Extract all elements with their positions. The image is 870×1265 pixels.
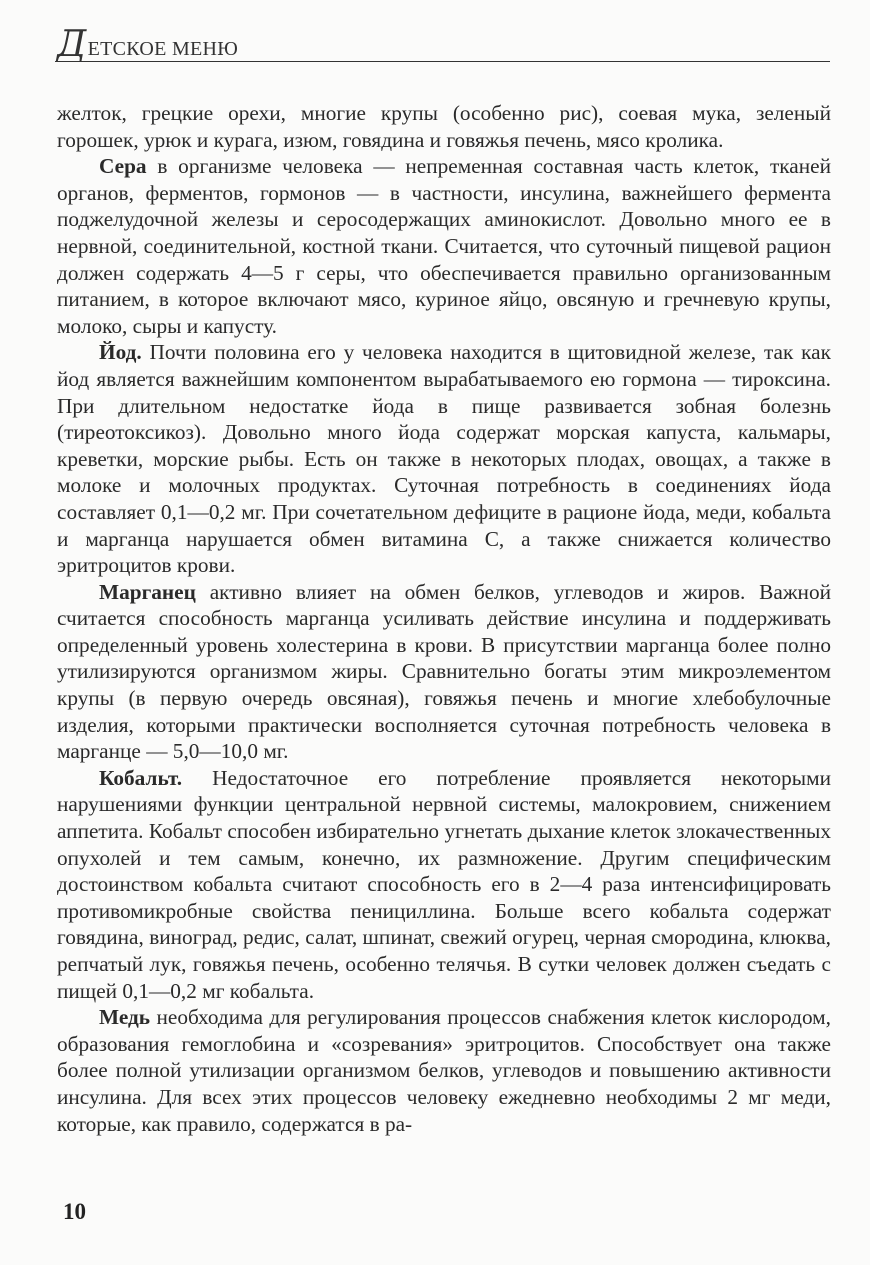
paragraph-text: в организме человека — непременная составная часть клеток, тканей органов, ферментов, гормонов — в частности, инсулина, важнейшего фермента поджелудочной железы и серосодержащих аминокислот. Довольно много ее в нервной, соединительной, костной ткани. Считается, что суточный пищевой рацион должен содержать 4—5 г серы, что обеспечивается правильно организованным питанием, в которое включают мясо, куриное яйцо, овсяную и гречневую крупы, молоко, сыры и капусту. bbox=[57, 154, 831, 338]
header-title-rest: ЕТСКОЕ МЕНЮ bbox=[87, 38, 239, 60]
paragraph-iodine bbox=[57, 339, 831, 578]
body-text bbox=[57, 100, 831, 1137]
paragraph-text: активно влияет на обмен белков, углеводов и жиров. Важной считается способность марганца усиливать действие инсулина и поддерживать определенный уровень холестерина в крови. В присутствии марганца более полно утилизируются организмом жиры. Сравнительно богаты этим микроэлементом крупы (в первую очередь овсяная), говяжья печень и многие хлебобулочные изделия, которыми практически восполняется суточная потребность человека в марганце — 5,0—10,0 мг. bbox=[57, 579, 831, 764]
paragraph-cobalt bbox=[57, 765, 831, 1004]
paragraph-continuation bbox=[57, 100, 831, 153]
paragraph-copper bbox=[57, 1004, 831, 1137]
paragraph-manganese bbox=[57, 579, 831, 765]
paragraph-lead: Кобальт. bbox=[99, 765, 183, 790]
paragraph-text: Недостаточное его потребление проявляется некоторыми нарушениями функции центральной нервной системы, малокровием, снижением аппетита. Кобальт способен избирательно угнетать дыхание клеток злокачественных опухолей и тем самым, конечно, их размножение. Другим специфическим достоинством кобальта считают способность его в 2—4 раза интенсифицировать противомикробные свойства пенициллина. Больше всего кобальта содержат говядина, виноград, редис, салат, шпинат, свежий огурец, черная смородина, клюква, репчатый лук, говяжья печень, особенно телячья. В сутки человек должен съедать с пищей 0,1—0,2 мг кобальта. bbox=[57, 765, 831, 1003]
paragraph-lead: Йод. bbox=[99, 340, 142, 365]
paragraph-lead: Сера bbox=[99, 154, 147, 179]
paragraph-text: Почти половина его у человека находится в щитовидной железе, так как йод является важнейшим компонентом вырабатываемого ею гормона — тироксина. При длительном недостатке йода в пище развивается зобная болезнь (тиреотоксикоз). Довольно много йода содержат морская капуста, кальмары, креветки, морские рыбы. Есть он также в некоторых плодах, овощах, а также в молоке и молочных продуктах. Суточная потребность в соединениях йода составляет 0,1—0,2 мг. При сочетательном дефиците в рационе йода, меди, кобальта и марганца нарушается обмен витамина С, а также снижается количество эритроцитов крови. bbox=[57, 340, 831, 578]
running-header-title bbox=[57, 24, 239, 65]
paragraph-text: желток, грецкие орехи, многие крупы (особенно рис), соевая мука, зеленый горошек, урюк и курага, изюм, говядина и говяжья печень, мясо кролика. bbox=[57, 101, 831, 152]
page-number: 10 bbox=[63, 1199, 86, 1224]
header-rule bbox=[55, 61, 830, 62]
paragraph-lead: Марганец bbox=[99, 579, 196, 604]
paragraph-sulfur bbox=[57, 153, 831, 339]
running-header bbox=[55, 24, 830, 65]
paragraph-text: необходима для регулирования процессов снабжения клеток кислородом, образования гемоглобина и «созревания» эритроцитов. Способствует она также более полной утилизации организмом белков, углеводов и повышению активности инсулина. Для всех этих процессов человеку ежедневно необходимы 2 мг меди, которые, как правило, содержатся в ра- bbox=[57, 1005, 831, 1136]
paragraph-lead: Медь bbox=[99, 1005, 151, 1030]
header-initial-letter: Д bbox=[57, 24, 87, 65]
